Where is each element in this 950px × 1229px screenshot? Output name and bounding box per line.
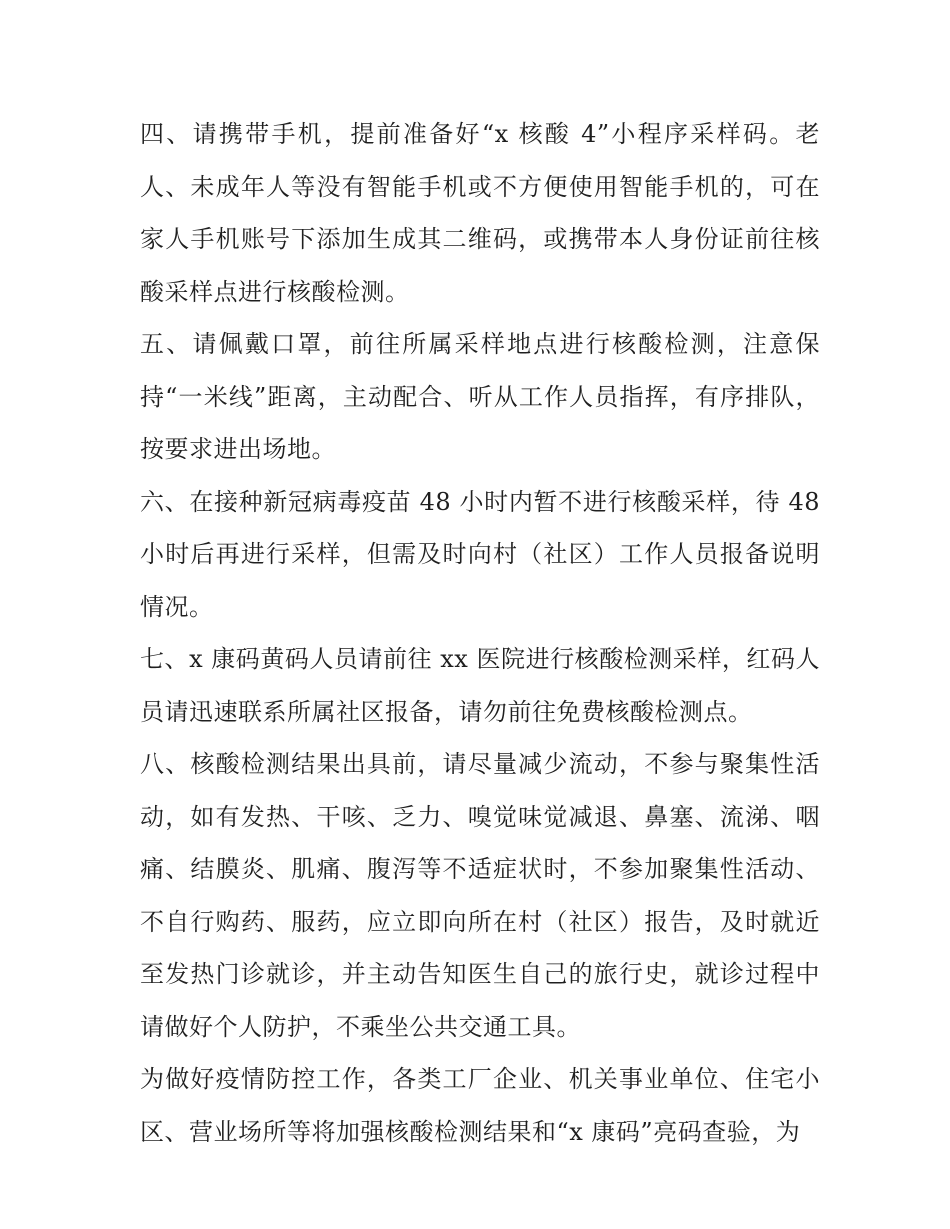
paragraph-item-7: 七、x 康码黄码人员请前往 xx 医院进行核酸检测采样，红码人员请迅速联系所属社区报备，请勿前往免费核酸检测点。 [140,645,820,726]
paragraph-item-4: 四、请携带手机，提前准备好“x 核酸 4”小程序采样码。老人、未成年人等没有智能手机或不方便使用智能手机的，可在家人手机账号下添加生成其二维码，或携带本人身份证前往核酸采样点进行核酸检测。 [140,120,820,306]
paragraph-item-8: 八、核酸检测结果出具前，请尽量减少流动，不参与聚集性活动，如有发热、干咳、乏力、嗅觉味觉减退、鼻塞、流涕、咽痛、结膜炎、肌痛、腹泻等不适症状时，不参加聚集性活动、不自行购药、服药，应立即向所在村（社区）报告，及时就近至发热门诊就诊，并主动告知医生自己的旅行史，就诊过程中请做好个人防护，不乘坐公共交通工具。 [140,750,820,1041]
document-body [140,108,820,1158]
paragraph-closing: 为做好疫情防控工作，各类工厂企业、机关事业单位、住宅小区、营业场所等将加强核酸检测结果和“x 康码”亮码查验，为 [140,1065,820,1146]
paragraph-item-5: 五、请佩戴口罩，前往所属采样地点进行核酸检测，注意保持“一米线”距离，主动配合、听从工作人员指挥，有序排队，按要求进出场地。 [140,330,820,463]
paragraph-item-6: 六、在接种新冠病毒疫苗 48 小时内暂不进行核酸采样，待 48 小时后再进行采样，但需及时向村（社区）工作人员报备说明情况。 [140,487,820,621]
